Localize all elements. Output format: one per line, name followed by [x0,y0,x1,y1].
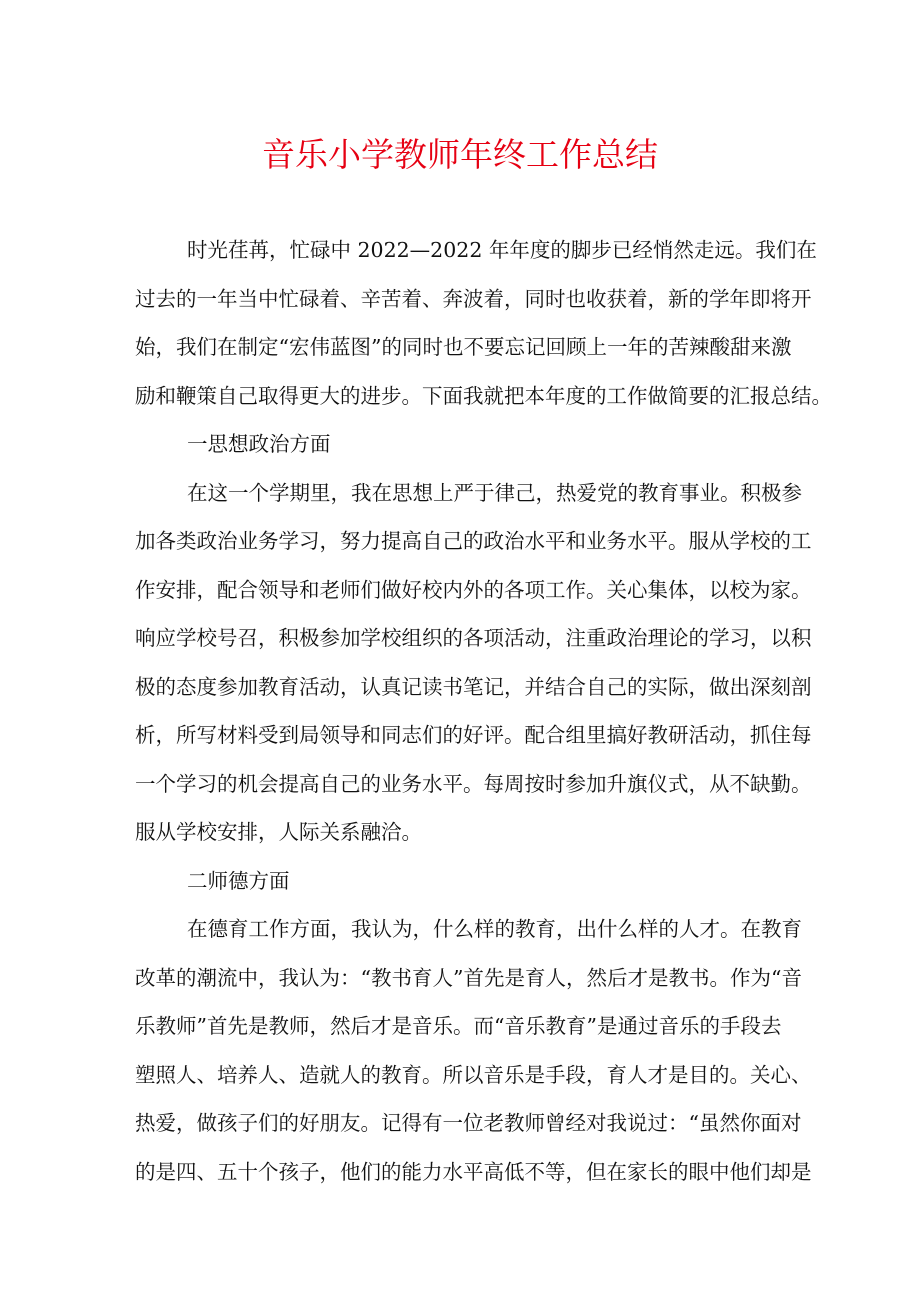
body-line: 响应学校号召，积极参加学校组织的各项活动，注重政治理论的学习，以积 [135,626,812,650]
document-title: 音乐小学教师年终工作总结 [262,135,658,174]
body-line: 在这一个学期里，我在思想上严于律己，热爱党的教育事业。积极参 [187,480,802,505]
body-line: 服从学校安排，人际关系融洽。 [135,820,422,844]
body-line: 一个学习的机会提高自己的业务水平。每周按时参加升旗仪式，从不缺勤。 [135,771,812,796]
body-line: 一思想政治方面 [187,432,331,456]
document-body [135,226,832,1196]
body-line: 改革的潮流中，我认为：“教书育人”首先是育人，然后才是教书。作为“音 [135,965,802,990]
body-line: 加各类政治业务学习，努力提高自己的政治水平和业务水平。服从学校的工 [135,529,812,553]
body-line: 析，所写材料受到局领导和同志们的好评。配合组里搞好教研活动，抓住每 [135,723,812,747]
body-line: 励和鞭策自己取得更大的进步。下面我就把本年度的工作做简要的汇报总结。 [135,383,832,408]
body-line: 的是四、五十个孩子，他们的能力水平高低不等，但在家长的眼中他们却是 [135,1159,812,1184]
body-line: 塑照人、培养人、造就人的教育。所以音乐是手段，育人才是目的。关心、 [135,1062,812,1087]
body-line: 时光荏苒，忙碌中 2022—2022 年年度的脚步已经悄然走远。我们在 [187,238,817,262]
body-line: 乐教师”首先是教师，然后才是音乐。而“音乐教育”是通过音乐的手段去 [135,1014,782,1038]
body-line: 在德育工作方面，我认为，什么样的教育，出什么样的人才。在教育 [187,917,802,941]
body-line: 热爱，做孩子们的好朋友。记得有一位老教师曾经对我说过：“虽然你面对 [135,1111,802,1135]
body-line: 二师德方面 [187,868,290,893]
body-line: 极的态度参加教育活动，认真记读书笔记，并结合自己的实际，做出深刻剖 [135,674,812,699]
body-line: 始，我们在制定“宏伟蓝图”的同时也不要忘记回顾上一年的苦辣酸甜来激 [135,335,792,359]
body-line: 作安排，配合领导和老师们做好校内外的各项工作。关心集体，以校为家。 [135,577,812,602]
body-line: 过去的一年当中忙碌着、辛苦着、奔波着，同时也收获着，新的学年即将开 [135,286,812,311]
